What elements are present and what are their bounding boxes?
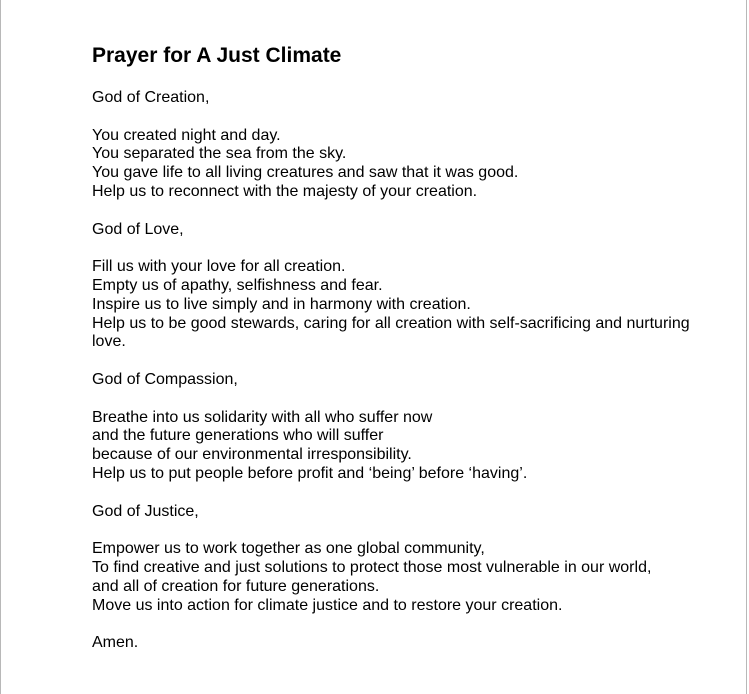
prayer-line: Inspire us to live simply and in harmony with creation. <box>92 295 471 313</box>
stanza-creation <box>92 89 692 202</box>
prayer-line: You created night and day. <box>92 126 281 144</box>
stanza-lines <box>92 127 692 202</box>
prayer-line: Breathe into us solidarity with all who suffer now <box>92 408 433 426</box>
prayer-line: and the future generations who will suffer <box>92 427 384 445</box>
stanza-love <box>92 221 692 353</box>
stanza-lines <box>92 540 692 615</box>
stanza-compassion <box>92 371 692 484</box>
prayer-line: and all of creation for future generations. <box>92 577 380 595</box>
prayer-line: You separated the sea from the sky. <box>92 145 347 163</box>
closing-amen: Amen. <box>92 634 139 652</box>
prayer-line: Help us to reconnect with the majesty of your creation. <box>92 182 478 200</box>
prayer-line: Move us into action for climate justice and to restore your creation. <box>92 596 563 614</box>
prayer-line: Fill us with your love for all creation. <box>92 258 346 276</box>
prayer-line: Empower us to work together as one global community, <box>92 540 485 558</box>
prayer-line: because of our environmental irresponsibility. <box>92 446 412 464</box>
stanza-address: God of Compassion, <box>92 370 238 388</box>
stanza-lines <box>92 258 692 352</box>
prayer-line: Help us to be good stewards, caring for all creation with self-sacrificing and nurturing love. <box>92 314 690 351</box>
stanza-address: God of Love, <box>92 220 184 238</box>
prayer-line: To find creative and just solutions to protect those most vulnerable in our world, <box>92 558 652 576</box>
stanza-justice <box>92 503 692 616</box>
document-body <box>92 44 692 672</box>
stanza-lines <box>92 409 692 484</box>
stanza-address: God of Justice, <box>92 502 199 520</box>
stanza-address: God of Creation, <box>92 89 210 106</box>
page-title: Prayer for A Just Climate <box>92 44 342 67</box>
prayer-line: Help us to put people before profit and ‘being’ before ‘having’. <box>92 464 528 482</box>
prayer-line: Empty us of apathy, selfishness and fear. <box>92 276 383 294</box>
prayer-line: You gave life to all living creatures and saw that it was good. <box>92 164 519 182</box>
